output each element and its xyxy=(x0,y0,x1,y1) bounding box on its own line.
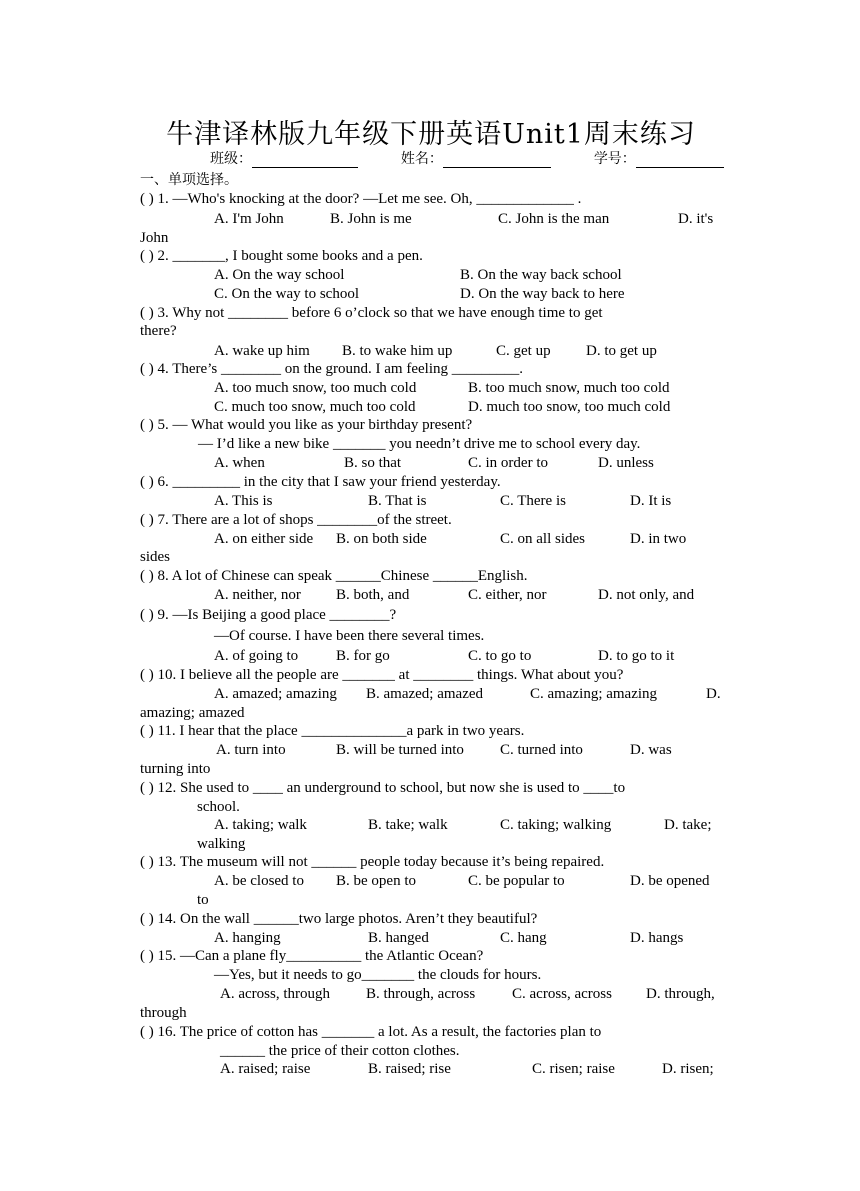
option-c[interactable]: C. On the way to school xyxy=(214,286,359,302)
option-c[interactable]: C. much too snow, much too cold xyxy=(214,399,416,415)
question-stem: ( ) 14. On the wall ______two large photos. Aren’t they beautiful? xyxy=(140,911,538,927)
option-c[interactable]: C. hang xyxy=(500,930,547,946)
option-d[interactable]: D. xyxy=(706,686,721,702)
option-d[interactable]: D. be opened xyxy=(630,873,710,889)
page-title: 牛津译林版九年级下册英语Unit1周末练习 xyxy=(166,119,696,150)
option-wrap: through xyxy=(140,1005,187,1021)
option-b[interactable]: B. hanged xyxy=(368,930,429,946)
option-wrap: turning into xyxy=(140,761,211,777)
option-c[interactable]: C. turned into xyxy=(500,742,583,758)
option-c[interactable]: C. in order to xyxy=(468,455,548,471)
option-d[interactable]: D. risen; xyxy=(662,1061,714,1077)
option-c[interactable]: C. across, across xyxy=(512,986,612,1002)
option-a[interactable]: A. of going to xyxy=(214,648,299,664)
option-d[interactable]: D. not only, and xyxy=(598,587,695,603)
option-d[interactable]: D. to go to it xyxy=(598,648,675,664)
option-d[interactable]: D. On the way back to here xyxy=(460,286,625,302)
id-blank[interactable] xyxy=(636,153,724,168)
option-b[interactable]: B. That is xyxy=(368,493,427,509)
question-stem: ( ) 1. —Who's knocking at the door? —Let me see. Oh, _____________ . xyxy=(140,191,582,207)
question-stem-2: —Yes, but it needs to go_______ the clouds for hours. xyxy=(214,967,542,983)
option-d[interactable]: D. was xyxy=(630,742,672,758)
option-a[interactable]: A. amazed; amazing xyxy=(214,686,337,702)
option-a[interactable]: A. taking; walk xyxy=(214,817,307,833)
question-stem: ( ) 11. I hear that the place ______________a park in two years. xyxy=(140,723,525,739)
option-b[interactable]: B. John is me xyxy=(330,211,412,227)
option-b[interactable]: B. On the way back school xyxy=(460,267,622,283)
option-a[interactable]: A. On the way school xyxy=(214,267,345,283)
option-a[interactable]: A. wake up him xyxy=(214,343,310,359)
option-a[interactable]: A. I'm John xyxy=(214,211,284,227)
question-stem-2: ______ the price of their cotton clothes. xyxy=(220,1043,460,1059)
question-stem: ( ) 7. There are a lot of shops ________of the street. xyxy=(140,512,452,528)
option-c[interactable]: C. taking; walking xyxy=(500,817,612,833)
option-d[interactable]: D. in two xyxy=(630,531,687,547)
student-info xyxy=(210,148,724,168)
name-blank[interactable] xyxy=(443,153,551,168)
question-stem: ( ) 8. A lot of Chinese can speak ______Chinese ______English. xyxy=(140,568,528,584)
option-c[interactable]: C. to go to xyxy=(468,648,532,664)
option-b[interactable]: B. to wake him up xyxy=(342,343,453,359)
option-b[interactable]: B. be open to xyxy=(336,873,416,889)
option-d[interactable]: D. hangs xyxy=(630,930,684,946)
option-a[interactable]: A. neither, nor xyxy=(214,587,301,603)
option-b[interactable]: B. amazed; amazed xyxy=(366,686,484,702)
name-label: 姓名： xyxy=(400,151,443,167)
question-stem: ( ) 6. _________ in the city that I saw your friend yesterday. xyxy=(140,474,501,490)
option-a[interactable]: A. across, through xyxy=(220,986,330,1002)
option-c[interactable]: C. get up xyxy=(496,343,551,359)
option-wrap: to xyxy=(197,892,209,908)
option-d[interactable]: D. it's xyxy=(678,211,714,227)
question-stem: ( ) 10. I believe all the people are _______ at ________ things. What about you? xyxy=(140,667,624,683)
option-d[interactable]: D. take; xyxy=(664,817,712,833)
option-a[interactable]: A. raised; raise xyxy=(220,1061,311,1077)
question-stem: ( ) 12. She used to ____ an underground to school, but now she is used to ____to xyxy=(140,780,626,796)
option-c[interactable]: C. either, nor xyxy=(468,587,547,603)
option-b[interactable]: B. through, across xyxy=(366,986,476,1002)
option-d[interactable]: D. unless xyxy=(598,455,654,471)
option-d[interactable]: D. much too snow, too much cold xyxy=(468,399,671,415)
option-a[interactable]: A. when xyxy=(214,455,265,471)
option-c[interactable]: C. amazing; amazing xyxy=(530,686,658,702)
option-wrap: walking xyxy=(197,836,246,852)
option-c[interactable]: C. be popular to xyxy=(468,873,565,889)
question-stem: ( ) 16. The price of cotton has _______ a lot. As a result, the factories plan to xyxy=(140,1024,602,1040)
question-stem: ( ) 2. _______, I bought some books and a pen. xyxy=(140,248,423,264)
option-c[interactable]: C. John is the man xyxy=(498,211,610,227)
option-d[interactable]: D. through, xyxy=(646,986,715,1002)
option-b[interactable]: B. too much snow, much too cold xyxy=(468,380,670,396)
option-wrap: sides xyxy=(140,549,170,565)
option-b[interactable]: B. take; walk xyxy=(368,817,448,833)
option-a[interactable]: A. be closed to xyxy=(214,873,304,889)
option-b[interactable]: B. for go xyxy=(336,648,390,664)
option-wrap: John xyxy=(140,230,169,246)
option-b[interactable]: B. raised; rise xyxy=(368,1061,451,1077)
option-b[interactable]: B. on both side xyxy=(336,531,427,547)
option-b[interactable]: B. both, and xyxy=(336,587,410,603)
question-stem-2: —Of course. I have been there several times. xyxy=(214,628,485,644)
question-stem: ( ) 5. — What would you like as your birthday present? xyxy=(140,417,473,433)
question-stem: ( ) 3. Why not ________ before 6 o’clock so that we have enough time to get xyxy=(140,305,603,321)
option-d[interactable]: D. to get up xyxy=(586,343,657,359)
option-b[interactable]: B. so that xyxy=(344,455,402,471)
option-d[interactable]: D. It is xyxy=(630,493,672,509)
question-stem: ( ) 15. —Can a plane fly__________ the Atlantic Ocean? xyxy=(140,948,484,964)
section-heading: 一、单项选择。 xyxy=(140,172,238,188)
id-label: 学号： xyxy=(593,151,636,167)
option-a[interactable]: A. hanging xyxy=(214,930,281,946)
question-stem: ( ) 4. There’s ________ on the ground. I am feeling _________. xyxy=(140,361,523,377)
option-wrap: amazing; amazed xyxy=(140,705,245,721)
question-stem-wrap: there? xyxy=(140,323,177,339)
option-a[interactable]: A. too much snow, too much cold xyxy=(214,380,417,396)
question-stem-2: school. xyxy=(197,799,240,815)
class-label: 班级： xyxy=(210,151,252,167)
option-a[interactable]: A. turn into xyxy=(216,742,286,758)
class-blank[interactable] xyxy=(252,153,358,168)
option-b[interactable]: B. will be turned into xyxy=(336,742,464,758)
question-stem: ( ) 13. The museum will not ______ people today because it’s being repaired. xyxy=(140,854,605,870)
option-c[interactable]: C. risen; raise xyxy=(532,1061,615,1077)
question-stem-2: — I’d like a new bike _______ you needn’t drive me to school every day. xyxy=(198,436,641,452)
option-a[interactable]: A. This is xyxy=(214,493,273,509)
option-c[interactable]: C. on all sides xyxy=(500,531,585,547)
question-stem: ( ) 9. —Is Beijing a good place ________? xyxy=(140,607,397,623)
option-a[interactable]: A. on either side xyxy=(214,531,314,547)
option-c[interactable]: C. There is xyxy=(500,493,566,509)
